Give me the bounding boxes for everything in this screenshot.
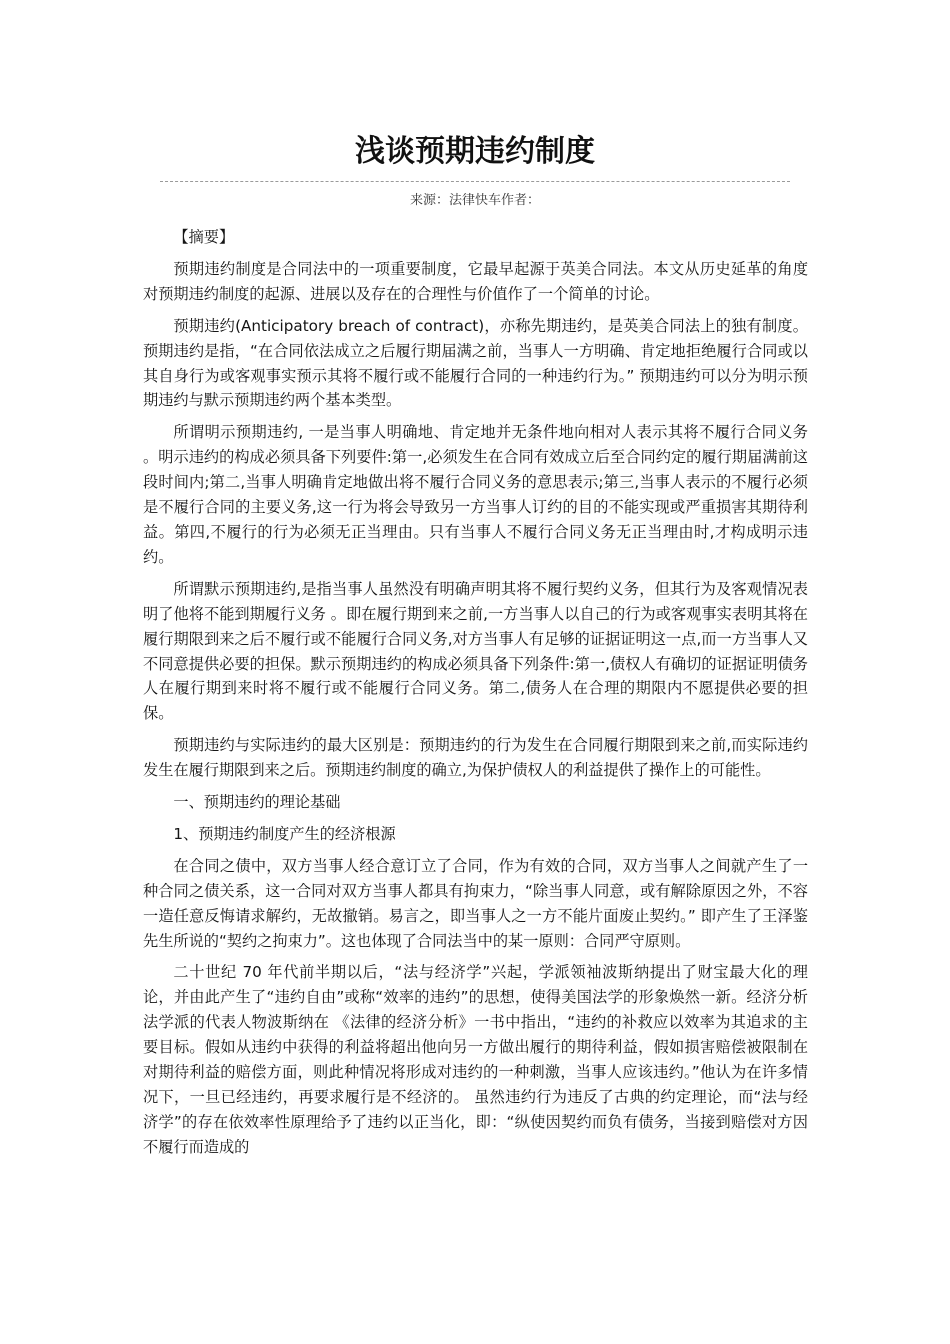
paragraph: 所谓默示预期违约,是指当事人虽然没有明确声明其将不履行契约义务，但其行为及客观情况表明了他将不能到期履行义务 。即在履行期到来之前,一方当事人以自己的行为或客观事实表明其将在履行期限到来之后不履行或不能履行合同义务,对方当事人有足够的证据证明这一点,而一方当事人又不同意提供必要的担保。默示预期违约的构成必须具备下列条件:第一,债权人有确切的证据证明债务人在履行期到来时将不履行或不能履行合同义务。第二,债务人在合理的期限内不愿提供必要的担保。 xyxy=(143,579,808,723)
paragraph: 预期违约制度是合同法中的一项重要制度，它最早起源于英美合同法。本文从历史延革的角度对预期违约制度的起源、进展以及存在的合理性与价值作了一个简单的讨论。 xyxy=(143,259,808,303)
section-heading: 一、预期违约的理论基础 xyxy=(173,793,341,812)
subsection-heading: 1、预期违约制度产生的经济根源 xyxy=(173,824,396,843)
document-title: 浅谈预期违约制度 xyxy=(355,134,595,169)
title-divider xyxy=(160,181,790,182)
paragraph: 所谓明示预期违约, 一是当事人明确地、肯定地并无条件地向相对人表示其将不履行合同义务 。明示违约的构成必须具备下列要件:第一,必须发生在合同有效成立后至合同约定的履行期届满前这段时间内;第二,当事人明确肯定地做出将不履行合同义务的意思表示;第三,当事人表示的不履行必须是不履行合同的主要义务,这一行为将会导致另一方当事人订约的目的不能实现或严重损害其期待利益。第四,不履行的行为必须无正当理由。只有当事人不履行合同义务无正当理由时,才构成明示违约。 xyxy=(143,423,808,566)
paragraph: 预期违约(Anticipatory breach of contract)，亦称先期违约，是英美合同法上的独有制度。预期违约是指，“在合同依法成立之后履行期届满之前，当事人一方明确、肯定地拒绝履行合同或以其自身行为或客观事实预示其将不履行或不能履行合同的一种违约行为。” 预期违约可以分为明示预期违约与默示预期违约两个基本类型。 xyxy=(143,316,808,410)
paragraph: 二十世纪 70 年代前半期以后，“法与经济学”兴起，学派领袖波斯纳提出了财宝最大化的理论，并由此产生了“违约自由”或称“效率的违约”的思想，使得美国法学的形象焕然一新。经济分析法学派的代表人物波斯纳在 《法律的经济分析》一书中指出，“违约的补救应以效率为其追求的主要目标。假如从违约中获得的利益将超出他向另一方做出履行的期待利益，假如损害赔偿被限制在对期待利益的赔偿方面，则此种情况将形成对违约的一种刺激，当事人应该违约。”他认为在许多情况下，一旦已经违约，再要求履行是不经济的。 虽然违约行为违反了古典的约定理论，而“法与经济学”的存在依效率性原理给予了违约以正当化，即：“纵使因契约而负有债务，当接到赔偿对方因不履行而造成的 xyxy=(143,963,808,1156)
article-body xyxy=(143,225,808,1167)
source-line: 来源：法律快车作者： xyxy=(409,193,540,208)
abstract-heading: 【摘要】 xyxy=(173,228,235,246)
paragraph: 在合同之债中，双方当事人经合意订立了合同，作为有效的合同，双方当事人之间就产生了一种合同之债关系，这一合同对双方当事人都具有拘束力，“除当事人同意，或有解除原因之外，不容一造任意反悔请求解约，无故撤销。易言之，即当事人之一方不能片面废止契约。” 即产生了王泽鉴先生所说的“契约之拘束力”。这也体现了合同法当中的某一原则：合同严守原则。 xyxy=(143,856,808,950)
paragraph: 预期违约与实际违约的最大区别是：预期违约的行为发生在合同履行期限到来之前,而实际违约发生在履行期限到来之后。预期违约制度的确立,为保护债权人的利益提供了操作上的可能性。 xyxy=(143,736,808,780)
